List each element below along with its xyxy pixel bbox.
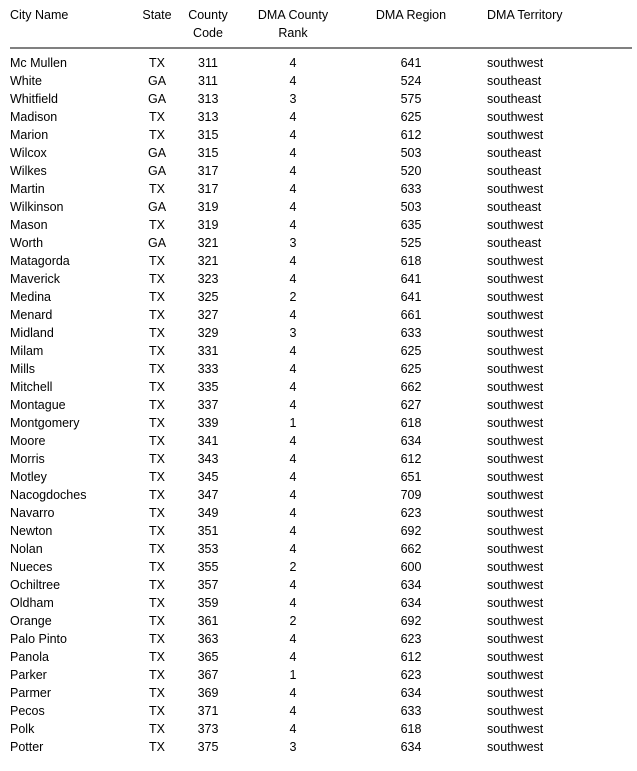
cell-city: Montgomery [10, 416, 80, 430]
cell-region: 641 [400, 290, 422, 304]
cell-city: Motley [10, 470, 47, 484]
cell-city: Ochiltree [10, 578, 61, 592]
cell-territory: southwest [487, 416, 544, 430]
cell-territory: southwest [487, 362, 544, 376]
cell-rank: 4 [289, 200, 297, 214]
cell-city: Parker [10, 668, 47, 682]
cell-city: Wilcox [10, 146, 47, 160]
table-row [0, 540, 637, 558]
cell-region: 634 [400, 740, 422, 754]
cell-rank: 2 [289, 290, 297, 304]
column-header-dma-region [352, 6, 470, 42]
cell-territory: southwest [487, 272, 544, 286]
cell-code: 321 [197, 236, 219, 250]
cell-code: 351 [197, 524, 219, 538]
cell-code: 331 [197, 344, 219, 358]
table-row [0, 666, 637, 684]
cell-state: TX [149, 218, 165, 232]
cell-territory: southwest [487, 218, 544, 232]
cell-state: TX [149, 614, 165, 628]
cell-region: 662 [400, 542, 422, 556]
cell-region: 503 [400, 146, 422, 160]
cell-region: 641 [400, 56, 422, 70]
cell-code: 313 [197, 92, 219, 106]
cell-rank: 4 [289, 434, 297, 448]
cell-city: Montague [10, 398, 66, 412]
table-row [0, 378, 637, 396]
cell-city: White [10, 74, 42, 88]
cell-code: 317 [197, 164, 219, 178]
cell-city: Nueces [10, 560, 53, 574]
cell-state: TX [149, 524, 165, 538]
cell-rank: 3 [289, 326, 297, 340]
cell-rank: 4 [289, 704, 297, 718]
cell-code: 321 [197, 254, 219, 268]
cell-city: Madison [10, 110, 58, 124]
cell-state: TX [149, 668, 165, 682]
cell-rank: 3 [289, 236, 297, 250]
cell-region: 600 [400, 560, 422, 574]
cell-city: Wilkes [10, 164, 47, 178]
table-row [0, 90, 637, 108]
cell-rank: 4 [289, 182, 297, 196]
cell-state: TX [149, 362, 165, 376]
cell-state: TX [149, 416, 165, 430]
cell-state: TX [149, 290, 165, 304]
cell-state: TX [149, 308, 165, 322]
cell-territory: southwest [487, 398, 544, 412]
cell-city: Potter [10, 740, 44, 754]
cell-region: 618 [400, 254, 422, 268]
cell-region: 634 [400, 434, 422, 448]
cell-rank: 4 [289, 74, 297, 88]
cell-region: 503 [400, 200, 422, 214]
table-header-row [0, 0, 637, 42]
cell-territory: southwest [487, 344, 544, 358]
cell-territory: southwest [487, 470, 544, 484]
cell-region: 625 [400, 110, 422, 124]
cell-state: TX [149, 632, 165, 646]
cell-territory: southwest [487, 488, 544, 502]
cell-rank: 4 [289, 56, 297, 70]
cell-code: 345 [197, 470, 219, 484]
table-row [0, 342, 637, 360]
cell-code: 311 [198, 74, 218, 88]
table-row [0, 162, 637, 180]
cell-state: TX [149, 650, 165, 664]
cell-state: GA [147, 92, 167, 106]
cell-rank: 4 [289, 398, 297, 412]
cell-rank: 4 [289, 452, 297, 466]
table-row [0, 144, 637, 162]
cell-city: Morris [10, 452, 45, 466]
cell-code: 315 [197, 146, 219, 160]
cell-city: Orange [10, 614, 52, 628]
cell-territory: southwest [487, 578, 544, 592]
table-row [0, 720, 637, 738]
cell-state: TX [149, 452, 165, 466]
cell-territory: southeast [487, 200, 542, 214]
table-row [0, 108, 637, 126]
cell-code: 353 [197, 542, 219, 556]
cell-rank: 1 [289, 416, 297, 430]
cell-city: Oldham [10, 596, 54, 610]
cell-state: TX [149, 272, 165, 286]
cell-city: Maverick [10, 272, 61, 286]
cell-code: 369 [197, 686, 219, 700]
cell-territory: southwest [487, 524, 544, 538]
cell-city: Whitfield [10, 92, 58, 106]
table-row [0, 648, 637, 666]
cell-rank: 4 [289, 164, 297, 178]
cell-rank: 4 [289, 362, 297, 376]
cell-rank: 4 [289, 308, 297, 322]
cell-code: 335 [197, 380, 219, 394]
cell-code: 343 [197, 452, 219, 466]
cell-region: 633 [400, 326, 422, 340]
table-row [0, 54, 637, 72]
cell-region: 651 [400, 470, 422, 484]
table-row [0, 468, 637, 486]
table-row [0, 522, 637, 540]
cell-region: 633 [400, 182, 422, 196]
table-row [0, 450, 637, 468]
cell-city: Mitchell [10, 380, 53, 394]
column-header-state [132, 6, 182, 42]
cell-code: 333 [197, 362, 219, 376]
cell-region: 627 [400, 398, 422, 412]
cell-code: 337 [197, 398, 219, 412]
cell-city: Marion [10, 128, 49, 142]
cell-rank: 4 [289, 110, 297, 124]
cell-territory: southwest [487, 614, 544, 628]
column-header-label: DMA Territory [487, 8, 563, 22]
cell-code: 361 [197, 614, 219, 628]
table-row [0, 216, 637, 234]
cell-territory: southwest [487, 686, 544, 700]
table-row [0, 738, 637, 756]
cell-territory: southwest [487, 632, 544, 646]
cell-region: 525 [400, 236, 422, 250]
cell-rank: 2 [289, 560, 297, 574]
cell-territory: southwest [487, 542, 544, 556]
table-row [0, 432, 637, 450]
cell-city: Midland [10, 326, 54, 340]
cell-territory: southwest [487, 56, 544, 70]
cell-region: 709 [400, 488, 422, 502]
cell-rank: 4 [289, 272, 297, 286]
cell-region: 625 [400, 344, 422, 358]
cell-state: GA [147, 74, 167, 88]
cell-rank: 4 [289, 128, 297, 142]
cell-territory: southwest [487, 722, 544, 736]
cell-region: 634 [400, 578, 422, 592]
column-header-label: City Name [10, 8, 69, 22]
table-row [0, 306, 637, 324]
cell-rank: 4 [289, 632, 297, 646]
cell-code: 375 [197, 740, 219, 754]
table-row [0, 558, 637, 576]
cell-state: TX [149, 704, 165, 718]
cell-rank: 1 [289, 668, 297, 682]
table-row [0, 288, 637, 306]
cell-code: 359 [197, 596, 219, 610]
column-header-dma-territory [470, 6, 632, 42]
cell-rank: 4 [289, 596, 297, 610]
cell-rank: 4 [289, 722, 297, 736]
cell-state: TX [149, 380, 165, 394]
column-header-label: DMA County [257, 8, 329, 22]
column-header-city-name [10, 6, 132, 42]
cell-territory: southwest [487, 182, 544, 196]
cell-code: 355 [197, 560, 219, 574]
cell-state: GA [147, 164, 167, 178]
cell-code: 363 [197, 632, 219, 646]
cell-state: GA [147, 200, 167, 214]
table-body [0, 49, 637, 756]
cell-rank: 4 [289, 470, 297, 484]
cell-territory: southwest [487, 740, 544, 754]
table-row [0, 702, 637, 720]
cell-code: 313 [197, 110, 219, 124]
cell-code: 323 [197, 272, 219, 286]
cell-region: 618 [400, 722, 422, 736]
cell-rank: 4 [289, 686, 297, 700]
cell-state: TX [149, 488, 165, 502]
cell-state: TX [149, 686, 165, 700]
table-row [0, 576, 637, 594]
cell-city: Wilkinson [10, 200, 64, 214]
cell-state: GA [147, 146, 167, 160]
table-row [0, 234, 637, 252]
cell-code: 319 [197, 218, 219, 232]
cell-region: 524 [400, 74, 422, 88]
table-row [0, 504, 637, 522]
table-row [0, 612, 637, 630]
cell-territory: southwest [487, 110, 544, 124]
cell-city: Mason [10, 218, 48, 232]
cell-region: 692 [400, 524, 422, 538]
cell-rank: 4 [289, 146, 297, 160]
column-header-label-line2: Rank [278, 26, 308, 40]
cell-city: Palo Pinto [10, 632, 67, 646]
cell-territory: southwest [487, 596, 544, 610]
cell-state: TX [149, 542, 165, 556]
cell-region: 618 [400, 416, 422, 430]
cell-state: TX [149, 596, 165, 610]
cell-city: Moore [10, 434, 46, 448]
cell-code: 373 [197, 722, 219, 736]
cell-state: TX [149, 560, 165, 574]
cell-region: 634 [400, 686, 422, 700]
cell-region: 623 [400, 668, 422, 682]
cell-state: TX [149, 578, 165, 592]
cell-territory: southwest [487, 290, 544, 304]
cell-code: 357 [197, 578, 219, 592]
cell-city: Newton [10, 524, 53, 538]
cell-territory: southeast [487, 164, 542, 178]
cell-rank: 4 [289, 344, 297, 358]
cell-region: 641 [400, 272, 422, 286]
cell-territory: southeast [487, 74, 542, 88]
cell-code: 315 [197, 128, 219, 142]
table-row [0, 594, 637, 612]
cell-city: Matagorda [10, 254, 70, 268]
cell-state: TX [149, 470, 165, 484]
cell-state: TX [149, 740, 165, 754]
table-row [0, 630, 637, 648]
cell-city: Milam [10, 344, 44, 358]
cell-territory: southeast [487, 146, 542, 160]
cell-city: Medina [10, 290, 51, 304]
column-header-label-line2: Code [193, 26, 223, 40]
cell-code: 367 [197, 668, 219, 682]
cell-state: TX [149, 254, 165, 268]
table-row [0, 360, 637, 378]
cell-rank: 4 [289, 218, 297, 232]
cell-region: 625 [400, 362, 422, 376]
cell-region: 633 [400, 704, 422, 718]
cell-region: 635 [400, 218, 422, 232]
column-header-label: State [142, 8, 172, 22]
table-row [0, 486, 637, 504]
cell-territory: southwest [487, 326, 544, 340]
cell-rank: 4 [289, 650, 297, 664]
table-row [0, 198, 637, 216]
cell-code: 347 [197, 488, 219, 502]
column-header-dma-county-rank [234, 6, 352, 42]
cell-rank: 4 [289, 380, 297, 394]
cell-territory: southwest [487, 560, 544, 574]
cell-code: 339 [197, 416, 219, 430]
cell-code: 311 [198, 56, 218, 70]
cell-city: Navarro [10, 506, 55, 520]
cell-rank: 4 [289, 254, 297, 268]
column-header-label: County [188, 8, 228, 22]
cell-state: TX [149, 56, 165, 70]
cell-state: TX [149, 506, 165, 520]
cell-state: TX [149, 434, 165, 448]
cell-city: Mc Mullen [10, 56, 67, 70]
cell-region: 612 [400, 452, 422, 466]
table-row [0, 252, 637, 270]
table-row [0, 270, 637, 288]
cell-city: Pecos [10, 704, 45, 718]
cell-region: 612 [400, 650, 422, 664]
cell-territory: southwest [487, 506, 544, 520]
cell-state: TX [149, 398, 165, 412]
cell-city: Parmer [10, 686, 51, 700]
cell-region: 612 [400, 128, 422, 142]
cell-region: 634 [400, 596, 422, 610]
cell-city: Nacogdoches [10, 488, 87, 502]
cell-state: GA [147, 236, 167, 250]
table-row [0, 180, 637, 198]
cell-rank: 4 [289, 524, 297, 538]
table-row [0, 396, 637, 414]
cell-rank: 4 [289, 542, 297, 556]
cell-code: 365 [197, 650, 219, 664]
cell-city: Polk [10, 722, 35, 736]
table-row [0, 72, 637, 90]
cell-city: Mills [10, 362, 35, 376]
table-row [0, 684, 637, 702]
cell-state: TX [149, 344, 165, 358]
cell-city: Martin [10, 182, 45, 196]
cell-city: Worth [10, 236, 44, 250]
cell-rank: 4 [289, 506, 297, 520]
cell-region: 692 [400, 614, 422, 628]
cell-region: 662 [400, 380, 422, 394]
cell-state: TX [149, 722, 165, 736]
cell-territory: southwest [487, 704, 544, 718]
cell-region: 623 [400, 632, 422, 646]
cell-city: Menard [10, 308, 53, 322]
cell-code: 317 [197, 182, 219, 196]
cell-region: 661 [400, 308, 422, 322]
cell-territory: southwest [487, 452, 544, 466]
cell-territory: southeast [487, 92, 542, 106]
cell-rank: 3 [289, 740, 297, 754]
cell-territory: southwest [487, 668, 544, 682]
cell-code: 327 [197, 308, 219, 322]
cell-territory: southwest [487, 434, 544, 448]
cell-city: Nolan [10, 542, 43, 556]
cell-code: 329 [197, 326, 219, 340]
cell-state: TX [149, 128, 165, 142]
cell-territory: southwest [487, 254, 544, 268]
table-row [0, 324, 637, 342]
cell-territory: southeast [487, 236, 542, 250]
cell-region: 520 [400, 164, 422, 178]
cell-territory: southwest [487, 650, 544, 664]
cell-rank: 2 [289, 614, 297, 628]
cell-state: TX [149, 326, 165, 340]
cell-territory: southwest [487, 308, 544, 322]
cell-code: 325 [197, 290, 219, 304]
cell-code: 371 [197, 704, 219, 718]
table-row [0, 126, 637, 144]
column-header-county-code [182, 6, 234, 42]
cell-state: TX [149, 110, 165, 124]
cell-state: TX [149, 182, 165, 196]
cell-rank: 3 [289, 92, 297, 106]
cell-rank: 4 [289, 578, 297, 592]
cell-code: 349 [197, 506, 219, 520]
cell-region: 623 [400, 506, 422, 520]
cell-code: 319 [197, 200, 219, 214]
table-row [0, 414, 637, 432]
column-header-label: DMA Region [375, 8, 447, 22]
cell-territory: southwest [487, 380, 544, 394]
cell-code: 341 [197, 434, 219, 448]
cell-rank: 4 [289, 488, 297, 502]
cell-city: Panola [10, 650, 49, 664]
cell-territory: southwest [487, 128, 544, 142]
cell-region: 575 [400, 92, 422, 106]
